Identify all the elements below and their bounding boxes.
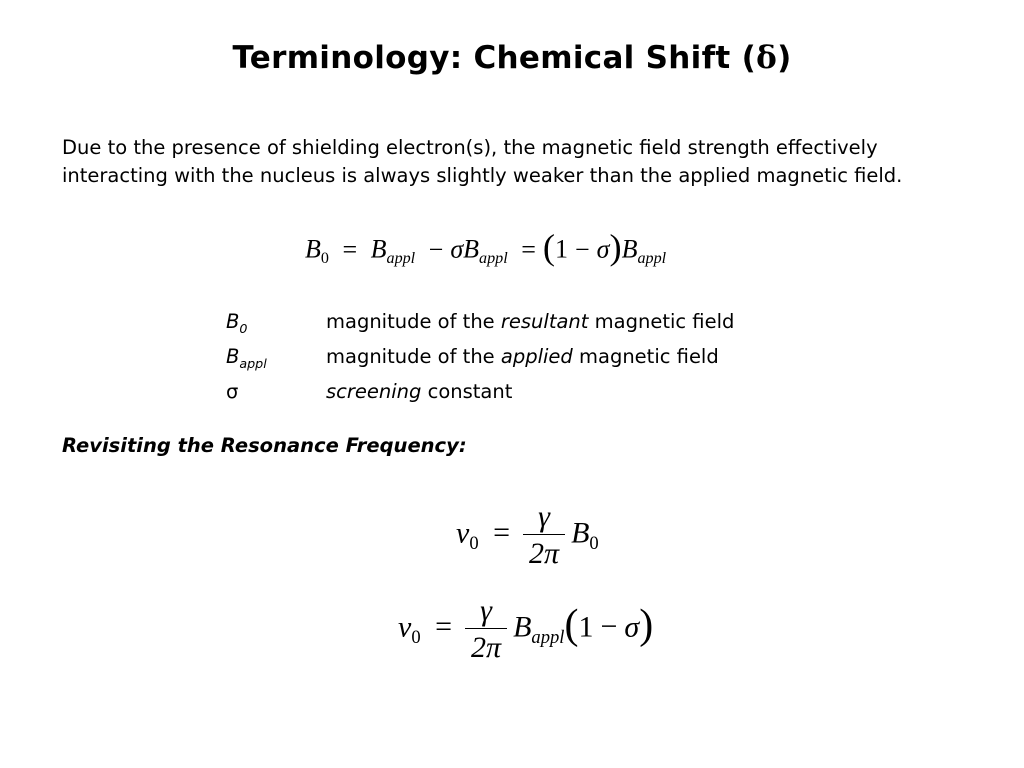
eq1-bappl-sub-2: appl (479, 250, 508, 268)
eq2-gamma: γ (538, 500, 550, 533)
def-bappl-pre: magnitude of the (326, 344, 501, 368)
eq2-nu-sub: 0 (469, 532, 479, 554)
eq1-b0-sub: 0 (320, 250, 329, 268)
eq1-minus-2: − (574, 234, 590, 264)
eq3-sigma: σ (624, 610, 640, 644)
eq3-one: 1 (578, 610, 594, 644)
definition-text (326, 343, 719, 378)
definition-sigma (226, 378, 734, 406)
shielding-equation (305, 226, 666, 268)
eq2-nu: v (456, 516, 470, 550)
resonance-equation-1 (456, 500, 599, 571)
eq3-nu: v (398, 610, 412, 644)
def-bappl-post: magnetic field (572, 344, 719, 368)
definition-symbol (226, 343, 326, 378)
def-sigma-emph: screening (326, 379, 422, 403)
eq1-bappl-symbol-3: B (621, 234, 638, 264)
def-bappl-emph: applied (500, 344, 573, 368)
eq2-b-sub: 0 (589, 532, 599, 554)
eq1-bappl-sub-3: appl (637, 250, 667, 268)
eq3-equals: = (435, 610, 453, 644)
def-b0-pre: magnitude of the (326, 310, 501, 333)
eq3-fraction (465, 594, 507, 665)
definition-bappl (226, 343, 734, 378)
eq3-lparen: ( (564, 602, 579, 649)
eq3-nu-sub: 0 (411, 626, 421, 648)
def-bappl-symbol: B (226, 344, 240, 368)
slide-title (0, 40, 1024, 76)
eq1-sigma-2: σ (596, 234, 610, 264)
definition-text (326, 378, 512, 406)
eq2-equals: = (493, 516, 511, 550)
symbol-definitions (226, 308, 734, 406)
def-sigma-post: constant (421, 379, 513, 403)
eq3-b-sub: appl (531, 626, 565, 648)
eq1-b0-symbol: B (305, 234, 321, 264)
def-bappl-sub: appl (239, 355, 267, 371)
eq3-rparen: ) (639, 602, 654, 649)
definition-symbol (226, 378, 326, 406)
eq3-gamma: γ (480, 594, 492, 627)
eq1-minus-1: − (428, 234, 444, 264)
def-b0-symbol: B (226, 310, 240, 333)
def-sigma-symbol: σ (226, 379, 239, 403)
eq1-rparen: ) (609, 227, 622, 267)
eq2-two-pi: 2π (529, 537, 560, 570)
eq1-equals-2: = (521, 234, 536, 264)
eq3-b: B (513, 610, 532, 644)
section-heading: Revisiting the Resonance Frequency: (62, 434, 467, 457)
intro-paragraph: Due to the presence of shielding electron(s), the magnetic field strength effectively interacting with the nucleus is always slightly weaker than the applied magnetic field. (62, 136, 903, 187)
eq1-lparen: ( (542, 227, 555, 267)
def-b0-post: magnetic field (588, 310, 735, 333)
title-close: ) (777, 40, 792, 76)
eq1-bappl-sub-1: appl (386, 250, 416, 268)
resonance-equation-2 (398, 594, 653, 665)
definition-text (326, 308, 734, 343)
title-text: Terminology: Chemical Shift ( (232, 40, 757, 76)
eq3-two-pi: 2π (471, 631, 502, 664)
eq2-b: B (571, 516, 590, 550)
definition-b0 (226, 308, 734, 343)
eq1-equals-1: = (342, 234, 358, 264)
def-b0-sub: 0 (239, 320, 248, 336)
eq1-bappl-symbol-1: B (370, 234, 387, 264)
eq2-fraction (523, 500, 565, 571)
eq1-sigma-1: σ (450, 234, 464, 264)
eq1-bappl-symbol-2: B (463, 234, 480, 264)
eq1-one: 1 (554, 234, 568, 264)
delta-symbol: δ (756, 40, 778, 76)
definition-symbol (226, 308, 326, 343)
eq3-minus: − (600, 610, 618, 644)
def-b0-emph: resultant (500, 310, 589, 333)
